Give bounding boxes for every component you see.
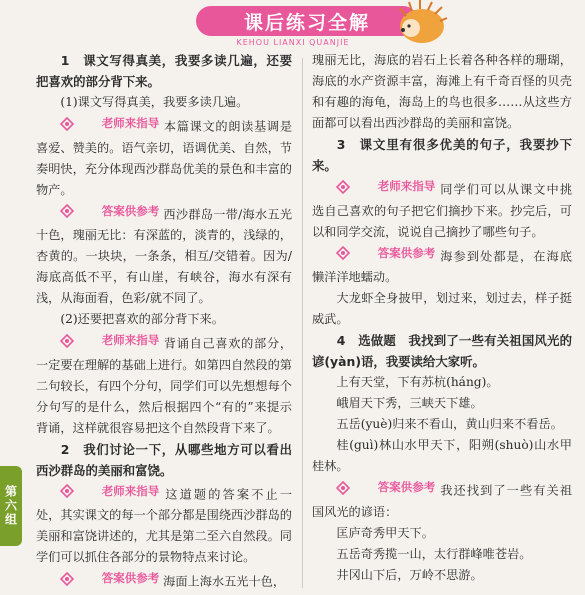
answer-label [60,568,159,589]
diamond-icon [336,180,350,194]
page-title: 课后练习全解 [243,12,370,34]
teacher-label-text: 老师来指导 [377,179,436,193]
diamond-icon [60,572,74,586]
q1-sub2-guide [36,330,292,439]
question-1-title: 1 课文写得真美，我要多读几遍，还要把喜欢的部分背下来。 [36,53,292,89]
q1-sub2-teacher-text: 背诵自己喜欢的部分，一定要在理解的基础上进行。如第四自然段的第二句较长，有四个分句，同学们可以先想想每个分句写的是什么，然后根据四个“有的”来提示背诵，这样就很容易把这个自然段背下来了。 [36,336,293,435]
column-divider [302,58,303,588]
q1-sub1-answer [36,201,292,310]
q3-guide [312,176,572,243]
section-tab-label: 第六组 [3,485,18,527]
q2-answer-continued: 瑰丽无比，海底的岩石上长着各种各样的珊瑚，海底的水产资源丰富，海滩上有千奇百怪的贝壳和有趣的海龟，海岛上的鸟也很多……从这些方面都可以看出西沙群岛的美丽和富饶。 [312,53,572,130]
q1-sub2: (2)还要把喜欢的部分背下来。 [60,312,224,326]
q3-answer-2: 大龙虾全身披甲，划过来，划过去，样子挺威武。 [312,291,572,326]
teacher-label [60,481,159,502]
left-column [36,50,292,593]
diamond-icon [60,117,74,131]
answer-label [60,201,159,222]
question-3-title: 3 课文里有很多优美的句子，我要抄下来。 [312,137,572,173]
q2-guide [36,481,292,569]
q1-sub1-answer-text: 西沙群岛一带/海水五光十色，瑰丽无比：有深蓝的，淡青的，浅绿的，杏黄的。一块块，一条条，相互/交错着。因为/海底高低不平，有山崖，有峡谷，海水有深有浅，从海面看，色彩/就不同了。 [36,207,293,305]
question-4-title: 4 选做题 我找到了一些有关祖国风光的谚(yàn)语，我要读给大家听。 [312,333,572,369]
proverb-line: 井冈山下后，万岭不思游。 [336,567,483,582]
proverb-line: 峨眉天下秀，三峡天下雄。 [336,396,483,410]
teacher-label [336,176,435,197]
proverb-line: 五岳(yuè)归来不看山，黄山归来不看岳。 [336,417,563,431]
teacher-label [60,330,159,351]
q2-answer-text: 海面上海水五光十色， [163,574,286,589]
answer-label [336,477,435,498]
q2-answer [36,568,292,593]
right-column [312,50,572,586]
answer-label-text: 答案供参考 [377,245,436,260]
teacher-label [60,113,159,134]
teacher-label-text: 老师来指导 [101,483,160,498]
page-subtitle: KEHOU LIANXI QUANJIE [236,38,350,47]
diamond-icon [60,334,74,348]
q3-answer [312,243,572,289]
section-tab [0,466,22,546]
q3-answer-text: 海参到处都是，在海底懒洋洋地蠕动。 [312,249,573,284]
proverb-line: 匡庐奇秀甲天下。 [336,525,434,540]
question-2-title: 2 我们讨论一下，从哪些地方可以看出西沙群岛的美丽和富饶。 [36,441,292,478]
q1-sub1-teacher-text: 本篇课文的朗读基调是喜爱、赞美的。语气亲切，语调优美、自然，节奏明快，充分体现西沙群岛优美的景色和丰富的物产。 [36,119,293,197]
proverb-line: 桂(guì)林山水甲天下，阳朔(shuò)山水甲桂林。 [312,438,572,473]
answer-label [336,243,435,264]
proverb-line: 五岳奇秀揽一山，太行群峰唯苍岩。 [336,546,532,561]
answer-label-text: 答案供参考 [377,480,436,494]
answer-label-text: 答案供参考 [101,571,160,585]
q4-answer-text: 我还找到了一些有关祖国风光的谚语： [312,483,573,519]
teacher-label-text: 老师来指导 [101,333,160,347]
answer-label-text: 答案供参考 [101,203,160,218]
diamond-icon [336,481,350,495]
q4-answer [312,477,572,523]
q1-sub1-guide [36,113,292,201]
teacher-label-text: 老师来指导 [101,116,160,130]
diamond-icon [60,484,74,498]
q2-teacher-text: 这道题的答案不止一处，其实课文的每一个部分都是围绕西沙群岛的美丽和富饶讲述的，尤其是第二至六自然段。同学们可以抓住各部分的景物特点来讨论。 [36,487,293,564]
diamond-icon [60,204,74,218]
title-banner [196,6,418,36]
proverb-line: 上有天堂，下有苏杭(háng)。 [336,375,499,389]
diamond-icon [336,246,350,260]
q1-sub1: (1)课文写得真美，我要多读几遍。 [60,95,249,109]
hedgehog-icon [392,0,448,46]
q3-teacher-text: 同学们可以从课文中挑选自己喜欢的句子把它们摘抄下来。抄完后，可以和同学交流，说说自己摘抄了哪些句子。 [312,182,573,239]
page-header [0,0,585,52]
